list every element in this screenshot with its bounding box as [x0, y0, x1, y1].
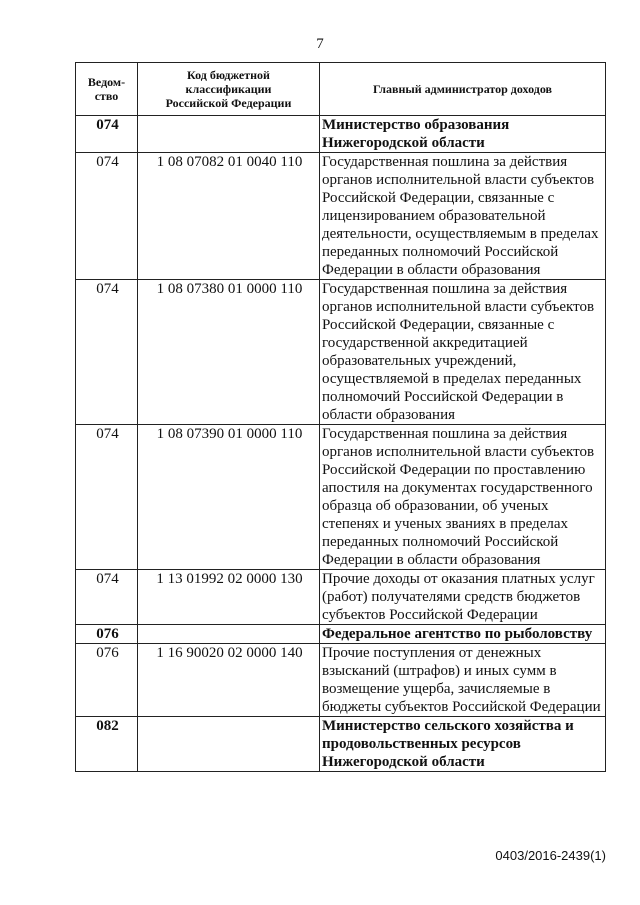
row-dept: 074 — [76, 116, 138, 153]
row-code — [138, 625, 320, 644]
row-name: Государственная пошлина за действия органов исполнительной власти субъектов Российской Федерации по проставлению апостиля на документах государственного образца об образовании, об ученых степенях и ученых званиях в пределах переданных полномочий Российской Федерации в области образования — [320, 425, 606, 570]
table-row — [76, 153, 606, 280]
table-row — [76, 717, 606, 772]
row-code: 1 08 07380 01 0000 110 — [138, 280, 320, 425]
row-code: 1 13 01992 02 0000 130 — [138, 570, 320, 625]
row-code: 1 08 07082 01 0040 110 — [138, 153, 320, 280]
row-name: Прочие доходы от оказания платных услуг (работ) получателями средств бюджетов субъектов Российской Федерации — [320, 570, 606, 625]
header-code: Код бюджетной классификации Российской Федерации — [138, 63, 320, 116]
row-code — [138, 116, 320, 153]
table-header-row — [76, 63, 606, 116]
row-dept: 074 — [76, 280, 138, 425]
table-row — [76, 625, 606, 644]
table-row — [76, 644, 606, 717]
row-name: Министерство сельского хозяйства и продовольственных ресурсов Нижегородской области — [320, 717, 606, 772]
table-row — [76, 280, 606, 425]
row-code: 1 16 90020 02 0000 140 — [138, 644, 320, 717]
row-name: Государственная пошлина за действия органов исполнительной власти субъектов Российской Федерации, связанные с лицензированием образовательной деятельности, осуществляемым в пределах переданных полномочий Российской Федерации в области образования — [320, 153, 606, 280]
header-dept: Ведом- ство — [76, 63, 138, 116]
row-name: Прочие поступления от денежных взысканий (штрафов) и иных сумм в возмещение ущерба, зачисляемые в бюджеты субъектов Российской Федерации — [320, 644, 606, 717]
row-dept: 074 — [76, 570, 138, 625]
page-number: 7 — [316, 36, 324, 52]
table-row — [76, 116, 606, 153]
row-code: 1 08 07390 01 0000 110 — [138, 425, 320, 570]
row-name: Государственная пошлина за действия органов исполнительной власти субъектов Российской Федерации, связанные с государственной аккредитацией образовательных учреждений, осуществляемой в пределах переданных полномочий Российской Федерации в области образования — [320, 280, 606, 425]
document-code: 0403/2016-2439(1) — [495, 848, 606, 863]
table-row — [76, 425, 606, 570]
table-row — [76, 570, 606, 625]
row-name: Министерство образования Нижегородской области — [320, 116, 606, 153]
header-admin: Главный администратор доходов — [320, 63, 606, 116]
row-dept: 076 — [76, 625, 138, 644]
table-body — [76, 116, 606, 772]
row-name: Федеральное агентство по рыболовству — [320, 625, 606, 644]
row-dept: 074 — [76, 425, 138, 570]
row-code — [138, 717, 320, 772]
row-dept: 076 — [76, 644, 138, 717]
row-dept: 074 — [76, 153, 138, 280]
revenue-administrators-table — [75, 62, 606, 772]
row-dept: 082 — [76, 717, 138, 772]
